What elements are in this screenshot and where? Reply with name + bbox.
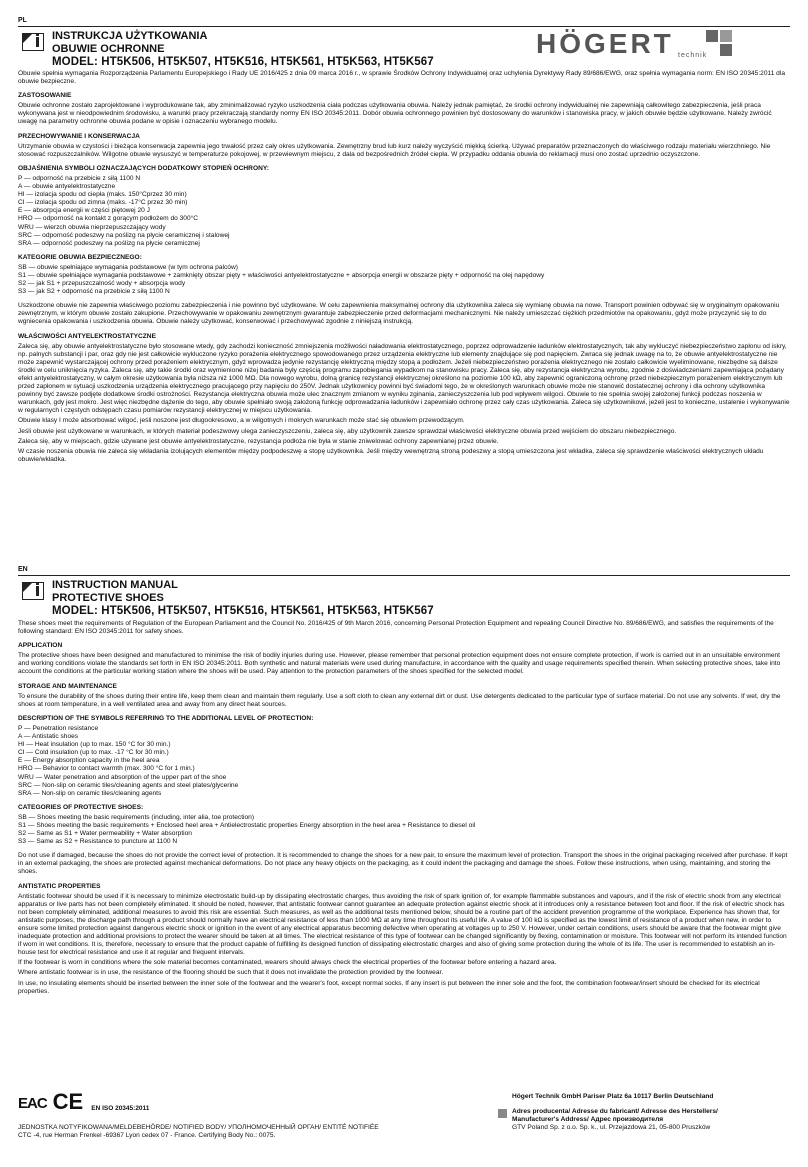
- certification-marks: [18, 1089, 150, 1114]
- list-item: WRU — Water penetration and absorption of the upper part of the shoe: [18, 773, 227, 781]
- address-square-icon: [498, 1109, 507, 1118]
- en-antistatic-2: If the footwear is worn in conditions where the sole material becomes contaminated, wearers should always check the electrical properties of the footwear before entering a hazard area.: [18, 959, 557, 967]
- logo-square-icon: [706, 30, 718, 42]
- pl-antistatic-3: Jeśli obuwie jest użytkowane w warunkach, w których materiał podeszwowy ulega zanieczyszczeniu, zaleca się, aby użytkownik zawsze sprawdzał właściwości elektryczne obuwia przed wejściem do obszaru niebezpiecznego.: [18, 427, 677, 435]
- pl-heading-categories: KATEGORIE OBUWIA BEZPIECZNEGO:: [18, 253, 142, 261]
- list-item: P — odporność na przebicie z siłą 1100 N: [18, 174, 141, 182]
- pl-intro: Obuwie spełnia wymagania Rozporządzenia Parlamentu Europejskiego i Rady UE 2016/425 z dnia 09 marca 2016 r., w sprawie Środków Ochrony Indywidualnej oraz uchylenia Dyrektywy Rady 89/686/EWG, oraz spełnia wymagania norm: EN ISO 20345:2011 dla obuwie bezpieczne.: [18, 70, 785, 86]
- list-item: SB — Shoes meeting the basic requirements (including, inter alia, toe protection): [18, 813, 255, 821]
- en-heading-symbols: DESCRIPTION OF THE SYMBOLS REFERRING TO THE ADDITIONAL LEVEL OF PROTECTION:: [18, 714, 314, 722]
- list-item: CI — izolacja spodu od zimna (maks. -17°C przez 30 min): [18, 199, 188, 207]
- list-item: SRA — odporność podeszwy na poślizg na płycie ceramicznej: [18, 239, 200, 247]
- en-heading-antistatic: ANTISTATIC PROPERTIES: [18, 882, 101, 890]
- manufacturer-location: GTV Poland Sp. z o.o. Sp. k., ul. Przejazdowa 21, 05-800 Pruszków: [512, 1124, 711, 1131]
- iso-standard: EN ISO 20345:2011: [91, 1105, 150, 1112]
- manual-info-icon: [22, 33, 44, 51]
- en-intro: These shoes meet the requirements of Regulation of the European Parliament and the Council No. 2016/425 of 9th March 2016, concerning Personal Protection Equipment and repealing Council Directive No. 89/686/EWG, and satisfies the requirements of the following standard: EN ISO 20345:2011 for safety shoes.: [18, 620, 774, 636]
- list-item: E — absorpcja energii w części piętowej 20 J: [18, 207, 150, 215]
- manufacturer-label-2: Manufacturer's Address/ Адрес производителя: [512, 1116, 664, 1123]
- en-symbol-list: [18, 725, 790, 798]
- pl-subtitle: OBUWIE OCHRONNE: [52, 43, 165, 55]
- pl-care: Utrzymanie obuwia w czystości i bieżąca konserwacja zapewnia jego trwałość przez cały okres użytkowania. Zewnętrzny brud lub kurz należy wyczyścić miękką ścierką. Używać preparatów przeznaczonych do właściwego rodzaju materiału wierzchniego. Nie stosować rozpuszczalników. Wilgotne obuwie wysuszyć w temperaturze pokojowej, w przewiewnym miejscu, z dala od bezpośrednich źródeł ciepła. W przypadku oddania obuwia do reklamacji musi ono zostać uprzednio oczyszczone.: [18, 142, 771, 158]
- pl-antistatic-2: Obuwie klasy I może absorbować wilgoć, jeśli noszone jest długookresowo, a w wilgotnych i mokrych warunkach może stać się obuwiem przewodzącym.: [18, 417, 465, 425]
- pl-model: MODEL: HT5K506, HT5K507, HT5K516, HT5K561, HT5K563, HT5K567: [52, 56, 434, 68]
- en-heading-application: APPLICATION: [18, 642, 63, 650]
- pl-application: Obuwie ochronne zostało zaprojektowane i wyprodukowane tak, aby zminimalizować ryzyko uszkodzenia ciała podczas użytkowania obuwia. Należy jednak pamiętać, że środki ochrony indywidualnej nie zapewniają całkowitego zabezpieczenia, jeśli praca wykonywana jest w nieodpowiednim środowisku, a warunki pracy przekraczają standardy normy EN ISO 20345:2011. Dobór obuwia ochronnego powinien być dostosowany do warunków i stanowiska pracy, w jakich obuwie będzie użytkowane. Należy zwrócić uwagę na parametry ochronne obuwia podane w opisie i oznaczeniu wybranego modelu.: [18, 102, 772, 126]
- list-item: E — Energy absorption capacity in the heel area: [18, 757, 160, 765]
- list-item: SB — obuwie spełniające wymagania podstawowe (w tym ochrona palców): [18, 263, 238, 271]
- pl-antistatic-1: Zaleca się, aby obuwie antyelektrostatyczne było stosowane wtedy, gdy zachodzi konieczność zmniejszenia możliwości naładowania elektrostatycznego, poprzez odprowadzenie ładunków elektrostatycznych, tak aby wykluczyć niebezpieczeństwo zapłonu od iskry, np. palnych substancji i par, oraz gdy nie jest całkowicie wykluczone ryzyko porażenia elektrycznego spowodowanego przez urządzenia elektryczne lub elementy znajdujące się pod napięciem. Zwraca się jednak uwagę na to, że obuwie antyelektrostatyczne nie może zapewnić wystarczającej ochrony przed porażeniem elektrycznym, gdyż wprowadza jedynie rezystancję elektryczną między stopą a podłożem. Jeżeli niebezpieczeństwo porażenia elektrycznego nie zostało całkowicie wyeliminowane, niezbędne są dalsze środki w celu uniknięcia ryzyka. Zaleca się, aby takie środki oraz wymienione niżej badania były częścią programu zapobiegania wypadkom na stanowisku pracy. Zaleca się, aby rezystancja elektryczna wyrobu, zgodnie z doświadczeniami zapewniająca pożądany efekt antyelektrostatyczny, w całym okresie użytkowania była niższa niż 1000 MΩ. Dla nowego wyrobu, dolną granicę rezystancji elektrycznej określono na poziomie 100 kΩ, aby zapewnić ograniczoną ochronę przed niebezpiecznym porażeniem elektrycznym lub przed zapłonem w sytuacji uszkodzenia urządzenia elektrycznego pracującego przy napięciu do 250V. Jednak użytkownicy powinni być świadomi tego, że w określonych warunkach obuwie może nie stanowić dostatecznej ochrony i dla ochrony użytkownika powinny być zawsze podjęte dodatkowe środki ostrożności. Rezystancja elektryczna obuwia może ulec znacznym zmianom w wyniku zginania, zanieczyszczenia lub pod wpływem wilgoci. Obuwie to nie spełnia swojej założonej funkcji podczas noszenia w warunkach, gdy jest mokro. Jest więc niezbędne dążenie do tego, aby obuwie spełniało swoją założoną funkcję odprowadzania ładunków i zapewniało ochronę przez cały czas użytkowania. Zaleca się użytkownikowi, jeżeli jest to konieczne, ustalenie i wykonywanie w regularnych i częstych odstępach czasu pomiarów rezystancji elektrycznej w miejscu użytkowania.: [18, 342, 790, 415]
- notified-body-address: CTC -4, rue Herman Frenkel -69367 Lyon cedex 07 - France. Certifying Body No.: 0075.: [18, 1132, 276, 1139]
- list-item: WRU — wierzch obuwia nieprzepuszczający wody: [18, 223, 166, 231]
- en-care: To ensure the durability of the shoes during their entire life, keep them clean and maintain them regularly. Use a soft cloth to clean any external dirt or dust. Use detergents dedicated to the particular type of surface material. Do not use any solvents. If wet, dry the shoes at room temperature, in a well ventilated area and away from any direct heat sources.: [18, 692, 781, 708]
- pl-symbol-list: [18, 175, 790, 248]
- lang-label-pl: PL: [18, 17, 27, 24]
- en-damage: Do not use if damaged, because the shoes do not provide the correct level of protection. It is recommended to change the shoes for a new pair, to ensure the maximum level of protection. Transport the shoes in the original packaging received after purchase. If kept in an external packaging, the shoes are protected against mechanical deformations. Do not place any heavy objects on the packaging, as it could indent the packaging and damage the shoes. Follow these instructions, when using, maintaining, and storing the shoes.: [18, 852, 788, 876]
- pl-damage: Uszkodzone obuwie nie zapewnia właściwego poziomu zabezpieczenia i nie powinno być użytkowane. W celu zapewnienia maksymalnej ochrony dla użytkownika zaleca się wymianę obuwia na nowe. Transport powinien odbywać się w oryginalnym opakowaniu zewnętrznym, w którym obuwie zostało zakupione. Przechowywanie w opakowaniu zewnętrznym gwarantuje zabezpieczenie przed deformacjami mechanicznymi. Nie należy umieszczać ciężkich przedmiotów na opakowaniu, gdyż może przyczynić się to do wgniecenia opakowania i uszkodzenia obuwia. Obuwie należy użytkować, konserwować i przechowywać zgodnie z niniejszą instrukcją.: [18, 302, 780, 326]
- logo-square-icon: [720, 44, 732, 56]
- company-address: Högert Technik GmbH Pariser Platz 6a 10117 Berlin Deutschland: [512, 1093, 714, 1100]
- en-antistatic-1: Antistatic footwear should be used if it is necessary to minimize electrostatic build-up by dissipating electrostatic charges, thus avoiding the risk of spark ignition of, for example flammable substances and vapours, and if the risk of electric shock from any electrical apparatus or live parts has not been completely eliminated. It should be noted, however, that antistatic footwear cannot guarantee an adequate protection against electric shock at it introduces only a resistance between foot and floor. If the risk of electric shock has not been completely eliminated, additional measures to avoid this risk are essential. Such measures, as well as the additional tests mentioned below, should be a routine part of the accident prevention programme of the workplace. Experience has shown that, for antistatic purposes, the discharge path through a product should normally have an electrical resistance of less than 1000 MΩ at any time throughout its useful life. A value of 100 kΩ is specified as the lowest limit of resistance of a product when new, in order to ensure some limited protection against dangerous electric shock or ignition in the event of any electrical apparatus becoming defective when operating at voltages up to 250 V. However, under certain conditions, users should be aware that the footwear might give inadequate protection and additional provisions to protect the wearer should be taken at all times. The electrical resistance of this type of footwear can be changed significantly by flexing, contamination or moisture. This footwear will not perform its intended function if worn in wet conditions. It is, therefore, necessary to ensure that the product capable of fulfilling its designed function of dissipating electrostatic charges and also of giving some protection during the whole of its life. The user is recommended to establish an in-house test for electrical resistance and use it at regular and frequent intervals.: [18, 892, 787, 957]
- divider-en: [18, 575, 790, 576]
- en-model: MODEL: HT5K506, HT5K507, HT5K516, HT5K561, HT5K563, HT5K567: [52, 605, 434, 617]
- notified-body-title: JEDNOSTKA NOTYFIKOWANA/MELDEBEHÖRDE/ NOTIFIED BODY/ УПОЛНОМОЧЕННЫЙ ОРГАН/ ENTITÉ NOTIFIÉE: [18, 1124, 379, 1131]
- en-body: [18, 620, 790, 998]
- list-item: A — obuwie antyelektrostatyczne: [18, 183, 116, 191]
- list-item: CI — Cold insulation (up to max. -17 °C for 30 min.): [18, 749, 169, 757]
- list-item: S2 — Same as S1 + Water permeability + Water absorption: [18, 830, 192, 838]
- en-heading-care: STORAGE AND MAINTENANCE: [18, 682, 117, 690]
- en-heading-categories: CATEGORIES OF PROTECTIVE SHOES:: [18, 803, 144, 811]
- list-item: P — Penetration resistance: [18, 724, 99, 732]
- lang-label-en: EN: [18, 566, 28, 573]
- logo-square-icon: [720, 30, 732, 42]
- en-title: INSTRUCTION MANUAL: [52, 579, 178, 591]
- list-item: S2 — jak S1 + przepuszczalność wody + absorpcja wody: [18, 280, 186, 288]
- pl-heading-care: PRZECHOWYWANIE I KONSERWACJA: [18, 132, 140, 140]
- list-item: SRC — odporność podeszwy na poślizg na płycie ceramicznej i stalowej: [18, 231, 230, 239]
- pl-antistatic-5: W czasie noszenia obuwia nie zaleca się wkładania izolujących elementów między podpodeszwę a stopę użytkownika. Jeśli między wewnętrzną stroną podeszwy a stopą umieszczona jest wkładka, zaleca się sprawdzenie właściwości elektrycznych układu obuwie/wkładka.: [18, 447, 764, 463]
- eac-mark: EAC: [18, 1095, 47, 1112]
- ce-mark: CE: [52, 1089, 84, 1114]
- pl-title-block: [52, 30, 434, 69]
- pl-category-list: [18, 264, 790, 296]
- list-item: HRO — odporność na kontakt z gorącym podłożem do 300°C: [18, 215, 199, 223]
- pl-heading-antistatic: WŁAŚCIWOŚCI ANTYELEKTROSTATYCZNE: [18, 332, 156, 340]
- list-item: HI — izolacja spodu od ciepła (maks. 150°Cprzez 30 min): [18, 191, 187, 199]
- list-item: HI — Heat insulation (up to max. 150 °C for 30 min.): [18, 741, 171, 749]
- en-category-list: [18, 814, 790, 846]
- en-antistatic-3: Where antistatic footwear is in use, the resistance of the flooring should be such that it does not invalidate the protection provided by the footwear.: [18, 969, 444, 977]
- en-application: The protective shoes have been designed and manufactured to minimise the risk of bodily injuries during use. However, please remember that personal protection equipment does not ensure complete protection, if work is carried out in an unsuitable environment and working conditions violate the standards set forth in EN ISO 20345:2011. Both synthetic and natural materials were used during manufacture, in accordance with the quality and usage requirements specified therein. When selecting protective shoes, take into account the conditions at the particular working station where the shoes will be used. Pay attention to the protection parameters of the shoes specified for the selected model.: [18, 652, 781, 676]
- list-item: A — Antistatic shoes: [18, 733, 79, 741]
- pl-body: [18, 70, 790, 466]
- list-item: S3 — jak S2 + odporność na przebicie z siłą 1100 N: [18, 288, 170, 296]
- list-item: HRO — Behavior to contact warmth (max. 300 °C for 1 min.): [18, 765, 195, 773]
- logo-subtext: technik: [678, 52, 708, 59]
- pl-heading-symbols: OBJAŚNIENIA SYMBOLI OZNACZAJĄCYCH DODATKOWY STOPIEŃ OCHRONY:: [18, 164, 269, 172]
- pl-antistatic-4: Zaleca się, aby w miejscach, gdzie używane jest obuwie antyelektrostatyczne, rezystancja podłoża nie była w stanie zniwelować ochrony zapewnianej przez obuwie.: [18, 437, 499, 445]
- pl-heading-application: ZASTOSOWANIE: [18, 92, 72, 100]
- divider-pl: [18, 26, 790, 27]
- manufacturer-label: Adres producenta/ Adresse du fabricant/ Adresse des Herstellers/: [512, 1108, 718, 1115]
- manual-info-icon: [22, 582, 44, 600]
- hogert-logo: [536, 28, 746, 58]
- list-item: S3 — Same as S2 + Resistance to puncture at 1100 N: [18, 838, 178, 846]
- en-subtitle: PROTECTIVE SHOES: [52, 592, 164, 604]
- notified-body: [18, 1124, 379, 1140]
- list-item: SRC — Non-slip on ceramic tiles/cleaning agents and steel plates/glycerine: [18, 781, 239, 789]
- list-item: S1 — obuwie spełniające wymagania podstawowe + zamknięty obszar pięty + właściwości antyelektrostatyczne + absorpcja energii w obszarze pięty + odporność na olej napędowy: [18, 271, 545, 279]
- en-antistatic-4: In use, no insulating elements should be inserted between the inner sole of the footwear and the wearer's foot, except normal socks. If any insert is put between the inner sole and the foot, the combination footwear/insert should be checked for its electrical properties.: [18, 979, 760, 995]
- list-item: S1 — Shoes meeting the basic requirements + Enclosed heel area + Antielectrostatic properties Energy absorption in the heel area + Resistance to diesel oil: [18, 821, 476, 829]
- pl-title: INSTRUKCJA UŻYTKOWANIA: [52, 30, 208, 42]
- en-title-block: [52, 579, 434, 618]
- manufacturer-address: [512, 1108, 718, 1132]
- logo-wordmark: HÖGERT: [536, 28, 674, 59]
- list-item: SRA — Non-slip on ceramic tiles/cleaning agents: [18, 789, 162, 797]
